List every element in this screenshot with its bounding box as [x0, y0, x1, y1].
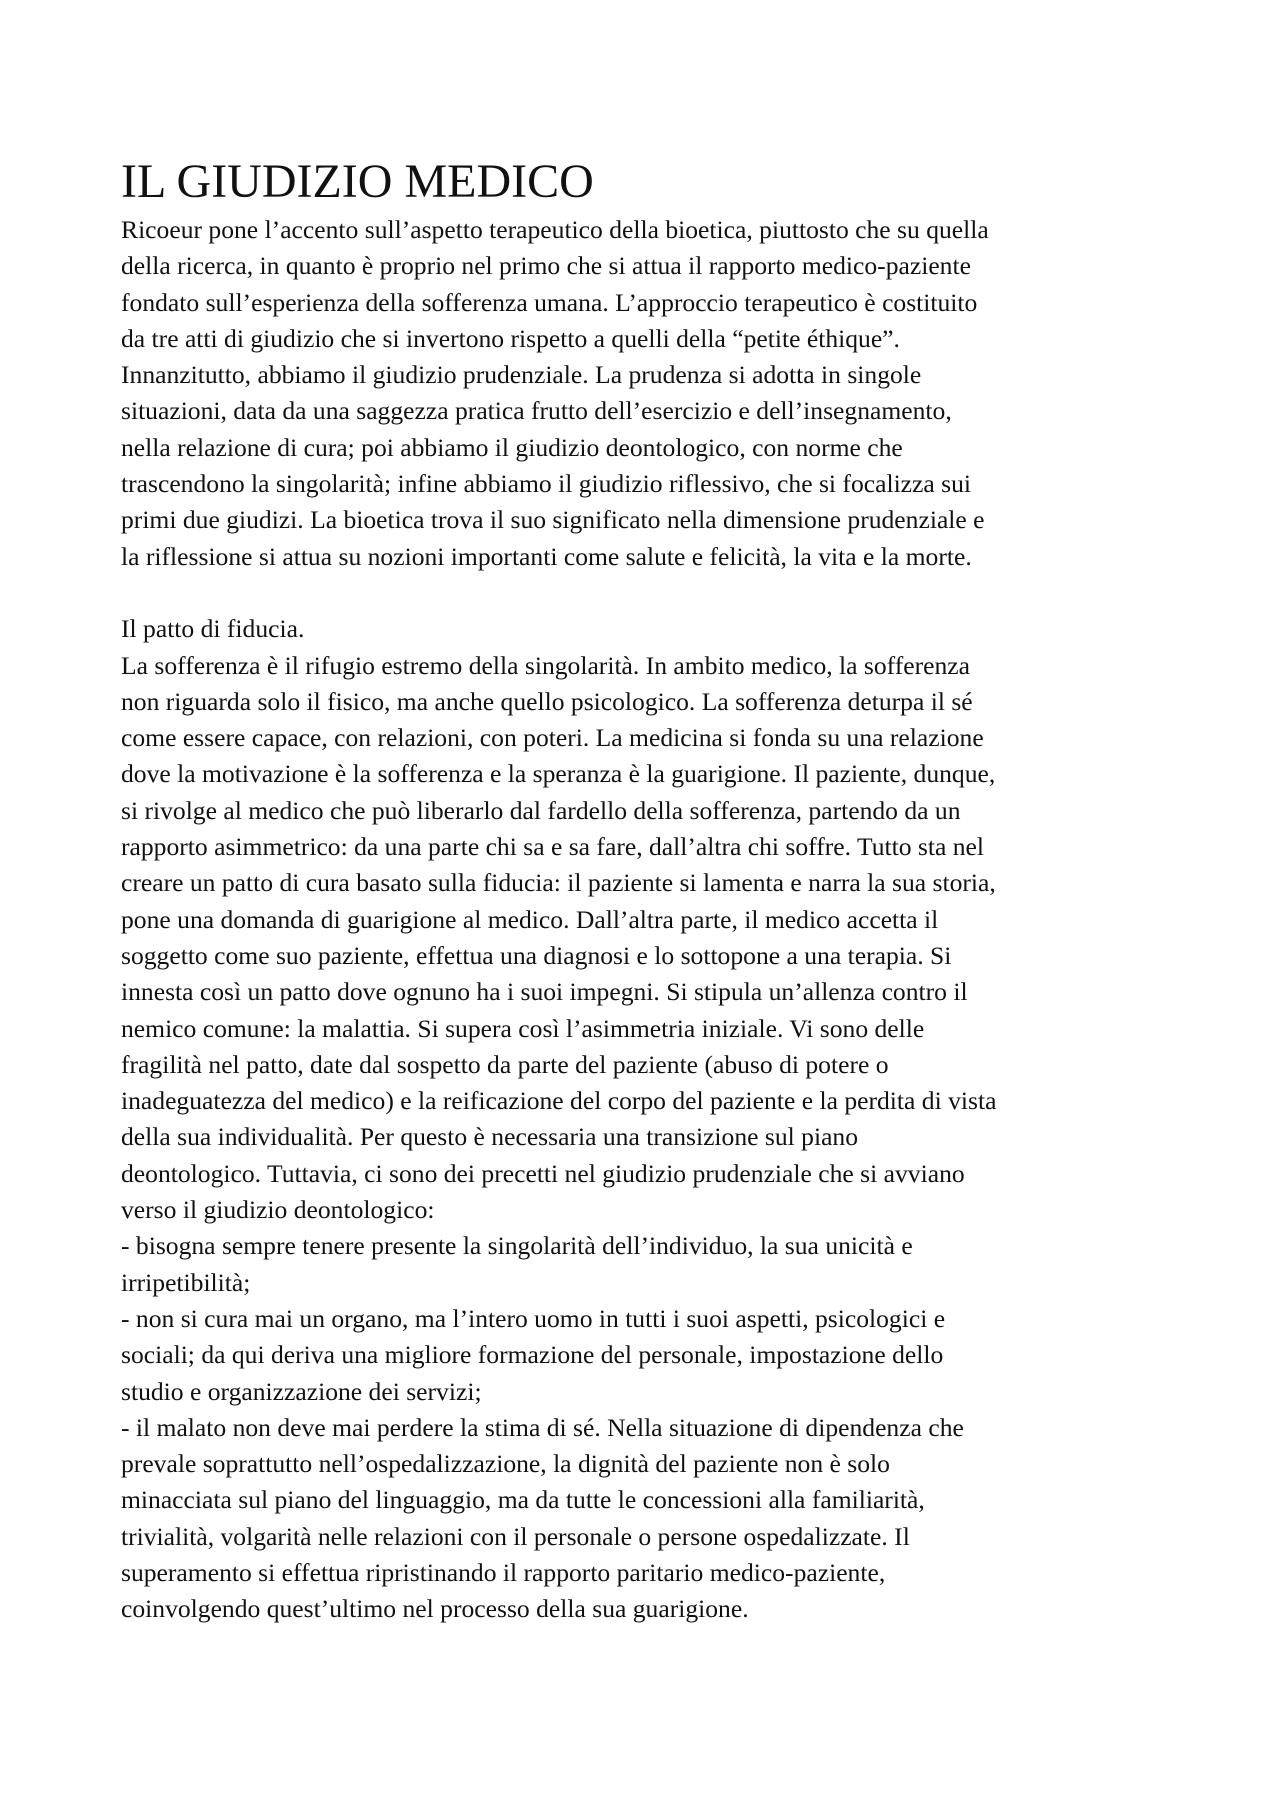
- text-line: pone una domanda di guarigione al medico. Dall’altra parte, il medico accetta il: [121, 904, 939, 934]
- text-line: della ricerca, in quanto è proprio nel primo che si attua il rapporto medico-paziente: [121, 251, 971, 281]
- list-item-line: - non si cura mai un organo, ma l’intero uomo in tutti i suoi aspetti, psicologici e: [121, 1303, 946, 1333]
- text-line: trascendono la singolarità; infine abbiamo il giudizio riflessivo, che si focalizza sui: [121, 469, 972, 499]
- paragraph-spacer: [121, 575, 1171, 611]
- text-line: Innanzitutto, abbiamo il giudizio prudenziale. La prudenza si adotta in singole: [121, 360, 922, 390]
- text-line: nella relazione di cura; poi abbiamo il giudizio deontologico, con norme che: [121, 432, 903, 462]
- document-title: IL GIUDIZIO MEDICO: [121, 155, 594, 208]
- text-line: superamento si effettua ripristinando il rapporto paritario medico-paziente,: [121, 1557, 886, 1587]
- text-line: coinvolgendo quest’ultimo nel processo della sua guarigione.: [121, 1594, 749, 1624]
- document-page: [121, 154, 1171, 1628]
- text-line: si rivolge al medico che può liberarlo dal fardello della sofferenza, partendo da un: [121, 795, 961, 825]
- text-line: della sua individualità. Per questo è necessaria una transizione sul piano: [121, 1122, 859, 1152]
- text-line: situazioni, data da una saggezza pratica frutto dell’esercizio e dell’insegnamento,: [121, 396, 952, 426]
- list-item-line: - il malato non deve mai perdere la stima di sé. Nella situazione di dipendenza che: [121, 1412, 964, 1442]
- text-line: Ricoeur pone l’accento sull’aspetto terapeutico della bioetica, piuttosto che su quella: [121, 215, 989, 244]
- text-line: nemico comune: la malattia. Si supera così l’asimmetria iniziale. Vi sono delle: [121, 1013, 925, 1043]
- text-line: fondato sull’esperienza della sofferenza umana. L’approccio terapeutico è costituito: [121, 287, 978, 317]
- section-heading: Il patto di fiducia.: [121, 614, 305, 644]
- text-line: innesta così un patto dove ognuno ha i suoi impegni. Si stipula un’allenza contro il: [121, 977, 968, 1007]
- text-line: dove la motivazione è la sofferenza e la speranza è la guarigione. Il paziente, dunque,: [121, 759, 996, 789]
- text-line: creare un patto di cura basato sulla fiducia: il paziente si lamenta e narra la sua storia,: [121, 868, 996, 898]
- text-line: trivialità, volgarità nelle relazioni con il personale o persone ospedalizzate. Il: [121, 1521, 910, 1551]
- list-item-line: - bisogna sempre tenere presente la singolarità dell’individuo, la sua unicità e: [121, 1231, 913, 1261]
- intro-paragraph: [121, 212, 1171, 575]
- text-line: soggetto come suo paziente, effettua una diagnosi e lo sottopone a una terapia. Si: [121, 940, 952, 970]
- text-line: minacciata sul piano del linguaggio, ma da tutte le concessioni alla familiarità,: [121, 1485, 925, 1515]
- text-line: irripetibilità;: [121, 1267, 251, 1297]
- text-line: come essere capace, con relazioni, con poteri. La medicina si fonda su una relazione: [121, 723, 984, 753]
- text-line: non riguarda solo il fisico, ma anche quello psicologico. La sofferenza deturpa il sé: [121, 686, 973, 716]
- text-line: prevale soprattutto nell’ospedalizzazione, la dignità del paziente non è solo: [121, 1449, 890, 1479]
- text-line: inadeguatezza del medico) e la reificazione del corpo del paziente e la perdita di vista: [121, 1086, 997, 1116]
- text-line: la riflessione si attua su nozioni importanti come salute e felicità, la vita e la morte.: [121, 541, 972, 571]
- text-line: deontologico. Tuttavia, ci sono dei precetti nel giudizio prudenziale che si avviano: [121, 1158, 965, 1188]
- text-line: La sofferenza è il rifugio estremo della singolarità. In ambito medico, la sofferenza: [121, 650, 971, 680]
- section-patto-di-fiducia: [121, 611, 1171, 1627]
- text-line: fragilità nel patto, date dal sospetto da parte del paziente (abuso di potere o: [121, 1049, 889, 1079]
- text-line: studio e organizzazione dei servizi;: [121, 1376, 482, 1406]
- text-line: rapporto asimmetrico: da una parte chi sa e sa fare, dall’altra chi soffre. Tutto sta nel: [121, 832, 985, 862]
- text-line: da tre atti di giudizio che si invertono rispetto a quelli della “petite éthique”.: [121, 323, 900, 353]
- text-line: verso il giudizio deontologico:: [121, 1195, 435, 1225]
- text-line: primi due giudizi. La bioetica trova il suo significato nella dimensione prudenziale e: [121, 505, 985, 535]
- text-line: sociali; da qui deriva una migliore formazione del personale, impostazione dello: [121, 1340, 944, 1370]
